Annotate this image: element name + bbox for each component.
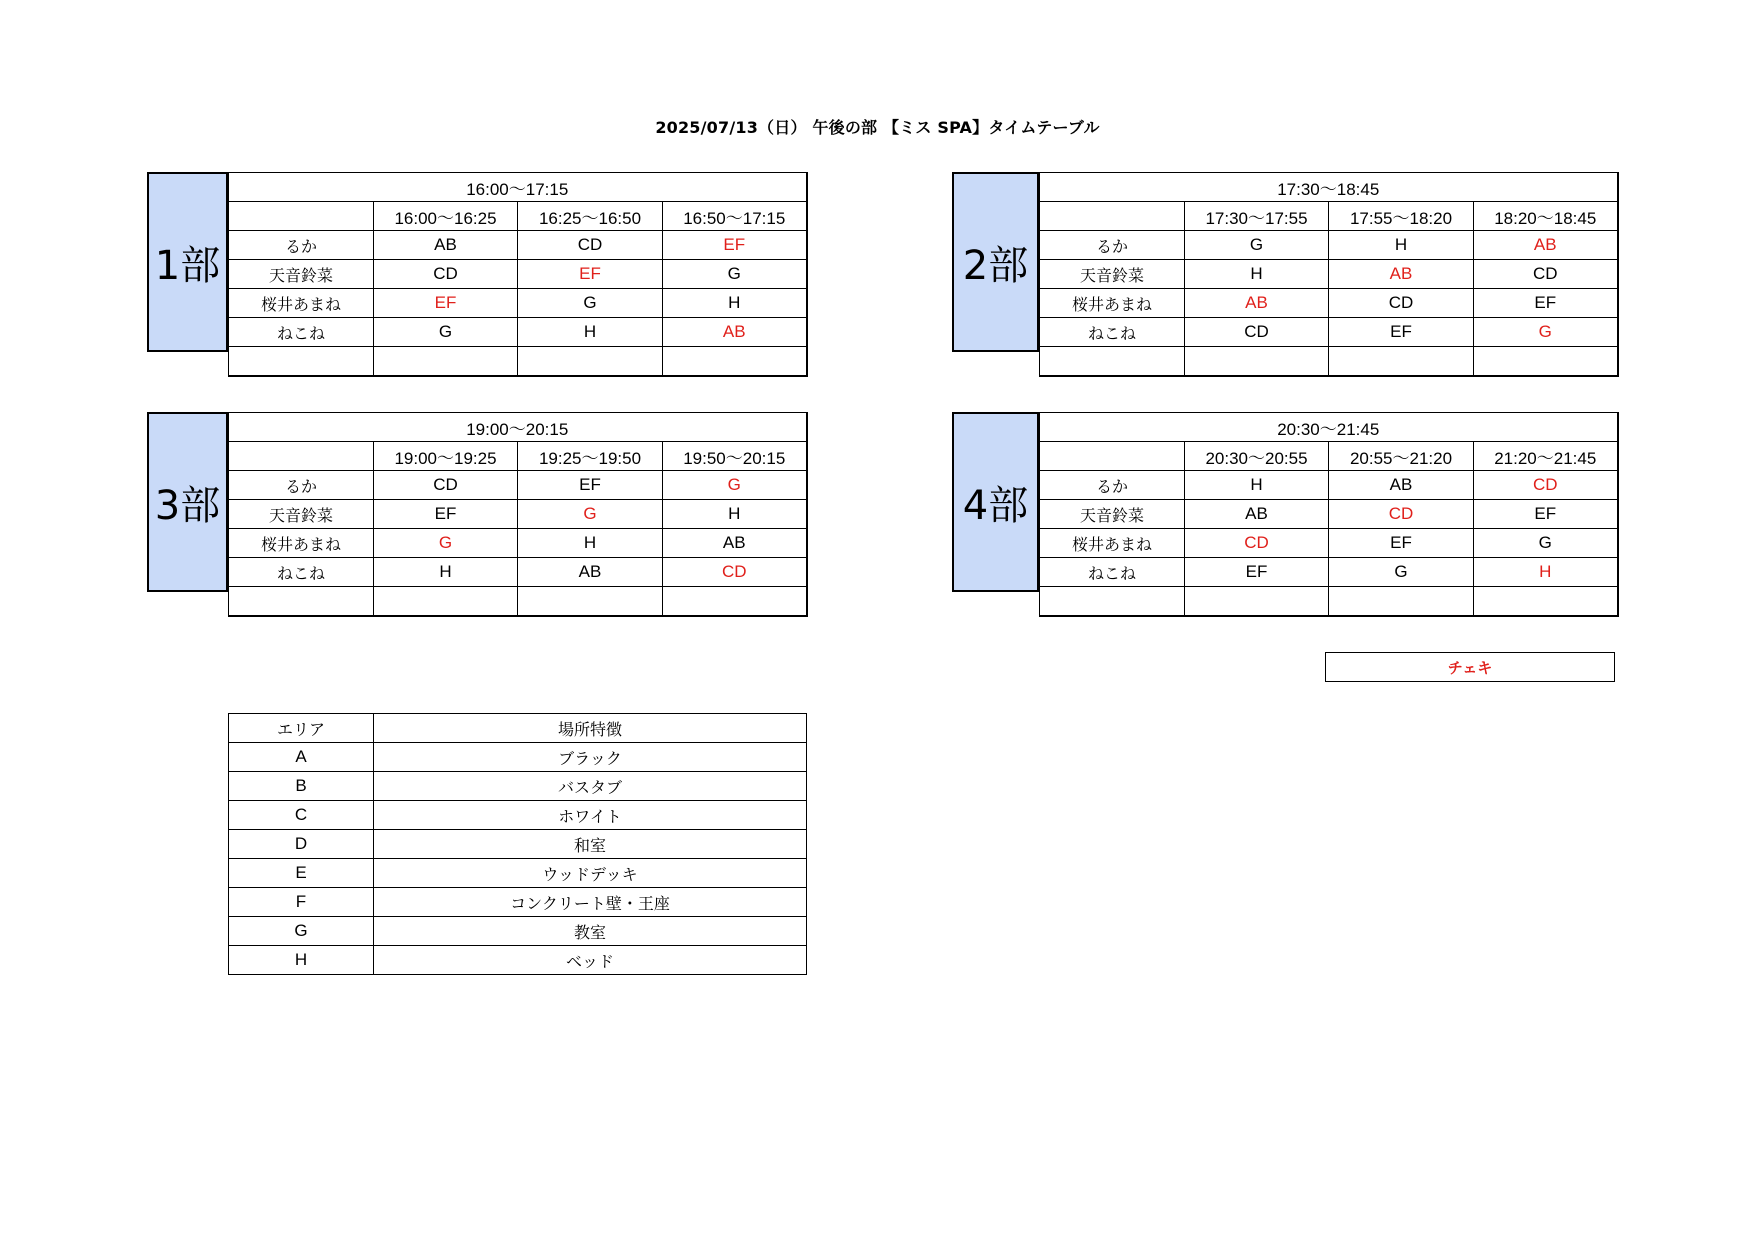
- legend-area-code: G: [229, 917, 374, 946]
- area-assignment: EF: [1329, 318, 1474, 347]
- time-range-row: [229, 413, 807, 442]
- empty-corner-cell: [1040, 202, 1185, 231]
- area-assignment: CD: [374, 471, 518, 500]
- slot-time: 17:30〜17:55: [1185, 202, 1329, 231]
- area-assignment: H: [1329, 231, 1474, 260]
- slot-header-row: [1040, 202, 1618, 231]
- slot-time: 16:50〜17:15: [663, 202, 807, 231]
- area-assignment: G: [374, 318, 518, 347]
- area-assignment: CD: [1474, 471, 1618, 500]
- area-assignment: CD: [1474, 260, 1618, 289]
- performer-name: ねこね: [229, 558, 374, 587]
- legend-area-feature: ホワイト: [374, 801, 807, 830]
- schedule-table: [228, 412, 808, 617]
- area-assignment: EF: [518, 260, 663, 289]
- legend-row: [229, 830, 807, 859]
- area-assignment: G: [518, 500, 663, 529]
- performer-name: ねこね: [229, 318, 374, 347]
- area-assignment: EF: [663, 231, 807, 260]
- performer-name: 天音鈴菜: [229, 260, 374, 289]
- legend-area-feature: ブラック: [374, 743, 807, 772]
- performer-name: るか: [229, 471, 374, 500]
- area-assignment: CD: [374, 260, 518, 289]
- slot-header-row: [229, 202, 807, 231]
- performer-name: ねこね: [1040, 558, 1185, 587]
- area-assignment: AB: [1185, 500, 1329, 529]
- legend-header-area: エリア: [229, 714, 374, 743]
- performer-name: 天音鈴菜: [229, 500, 374, 529]
- performer-name: 天音鈴菜: [1040, 500, 1185, 529]
- slot-time: 17:55〜18:20: [1329, 202, 1474, 231]
- legend-area-code: H: [229, 946, 374, 975]
- performer-row: [1040, 260, 1618, 289]
- section-label: 4部: [952, 412, 1039, 592]
- performer-name: 桜井あまね: [229, 529, 374, 558]
- performer-row: [229, 289, 807, 318]
- section-time-range: 16:00〜17:15: [229, 173, 807, 202]
- empty-row: [1040, 347, 1618, 377]
- legend-row: [229, 743, 807, 772]
- cheki-label: チェキ: [1325, 652, 1615, 682]
- area-assignment: AB: [374, 231, 518, 260]
- area-assignment: H: [374, 558, 518, 587]
- area-assignment: G: [1185, 231, 1329, 260]
- empty-row: [229, 347, 807, 377]
- area-assignment: AB: [518, 558, 663, 587]
- slot-time: 18:20〜18:45: [1474, 202, 1618, 231]
- slot-time: 20:55〜21:20: [1329, 442, 1474, 471]
- empty-cell: [229, 587, 374, 617]
- legend-row: [229, 917, 807, 946]
- legend-area-code: A: [229, 743, 374, 772]
- performer-row: [229, 318, 807, 347]
- performer-row: [1040, 471, 1618, 500]
- empty-cell: [1185, 347, 1329, 377]
- area-assignment: H: [1185, 471, 1329, 500]
- area-assignment: AB: [1474, 231, 1618, 260]
- performer-row: [229, 558, 807, 587]
- performer-row: [1040, 318, 1618, 347]
- legend-area-feature: バスタブ: [374, 772, 807, 801]
- area-assignment: H: [518, 529, 663, 558]
- performer-row: [1040, 289, 1618, 318]
- legend-area-code: E: [229, 859, 374, 888]
- performer-row: [1040, 558, 1618, 587]
- slot-time: 16:00〜16:25: [374, 202, 518, 231]
- area-assignment: H: [1474, 558, 1618, 587]
- slot-header-row: [1040, 442, 1618, 471]
- area-assignment: CD: [1329, 500, 1474, 529]
- empty-cell: [518, 587, 663, 617]
- legend-area-code: C: [229, 801, 374, 830]
- area-assignment: G: [1329, 558, 1474, 587]
- empty-row: [229, 587, 807, 617]
- area-assignment: G: [663, 260, 807, 289]
- area-assignment: EF: [1185, 558, 1329, 587]
- performer-row: [1040, 500, 1618, 529]
- section-block: [952, 172, 1617, 352]
- section-block: [952, 412, 1617, 592]
- performer-name: 天音鈴菜: [1040, 260, 1185, 289]
- section-time-range: 19:00〜20:15: [229, 413, 807, 442]
- legend-area-feature: ウッドデッキ: [374, 859, 807, 888]
- area-assignment: EF: [1474, 289, 1618, 318]
- empty-corner-cell: [1040, 442, 1185, 471]
- performer-row: [229, 500, 807, 529]
- legend-header-feature: 場所特徴: [374, 714, 807, 743]
- empty-cell: [663, 587, 807, 617]
- legend-area-feature: ベッド: [374, 946, 807, 975]
- empty-cell: [1329, 587, 1474, 617]
- area-assignment: EF: [374, 289, 518, 318]
- empty-cell: [374, 347, 518, 377]
- slot-time: 19:50〜20:15: [663, 442, 807, 471]
- area-assignment: CD: [1185, 318, 1329, 347]
- slot-time: 16:25〜16:50: [518, 202, 663, 231]
- empty-cell: [1474, 587, 1618, 617]
- area-assignment: G: [1474, 318, 1618, 347]
- section-label: 1部: [147, 172, 228, 352]
- area-assignment: H: [1185, 260, 1329, 289]
- performer-name: るか: [1040, 231, 1185, 260]
- area-assignment: AB: [1329, 471, 1474, 500]
- performer-name: ねこね: [1040, 318, 1185, 347]
- area-assignment: H: [663, 289, 807, 318]
- area-assignment: H: [663, 500, 807, 529]
- performer-name: るか: [229, 231, 374, 260]
- empty-cell: [1329, 347, 1474, 377]
- area-assignment: CD: [1329, 289, 1474, 318]
- legend-row: [229, 888, 807, 917]
- performer-row: [1040, 231, 1618, 260]
- empty-cell: [1474, 347, 1618, 377]
- empty-cell: [1185, 587, 1329, 617]
- area-assignment: CD: [518, 231, 663, 260]
- performer-name: 桜井あまね: [229, 289, 374, 318]
- empty-cell: [663, 347, 807, 377]
- empty-cell: [229, 347, 374, 377]
- performer-name: 桜井あまね: [1040, 289, 1185, 318]
- section-time-range: 20:30〜21:45: [1040, 413, 1618, 442]
- area-assignment: CD: [663, 558, 807, 587]
- performer-row: [229, 231, 807, 260]
- area-assignment: G: [663, 471, 807, 500]
- legend-area-feature: 和室: [374, 830, 807, 859]
- empty-corner-cell: [229, 442, 374, 471]
- area-assignment: AB: [663, 318, 807, 347]
- area-assignment: EF: [374, 500, 518, 529]
- legend-header-row: [229, 714, 807, 743]
- performer-row: [1040, 529, 1618, 558]
- time-range-row: [229, 173, 807, 202]
- legend-row: [229, 801, 807, 830]
- legend-row: [229, 859, 807, 888]
- slot-time: 19:00〜19:25: [374, 442, 518, 471]
- area-assignment: AB: [1329, 260, 1474, 289]
- slot-time: 20:30〜20:55: [1185, 442, 1329, 471]
- section-time-range: 17:30〜18:45: [1040, 173, 1618, 202]
- legend-area-code: B: [229, 772, 374, 801]
- area-assignment: AB: [663, 529, 807, 558]
- area-assignment: EF: [1474, 500, 1618, 529]
- area-assignment: EF: [1329, 529, 1474, 558]
- performer-name: 桜井あまね: [1040, 529, 1185, 558]
- performer-row: [229, 471, 807, 500]
- area-assignment: EF: [518, 471, 663, 500]
- legend-row: [229, 772, 807, 801]
- area-legend-table: [228, 713, 807, 975]
- legend-area-code: D: [229, 830, 374, 859]
- page-title: 2025/07/13（日） 午後の部 【ミス SPA】タイムテーブル: [655, 118, 1100, 137]
- section-label: 3部: [147, 412, 228, 592]
- time-range-row: [1040, 413, 1618, 442]
- empty-row: [1040, 587, 1618, 617]
- section-label: 2部: [952, 172, 1039, 352]
- schedule-table: [1039, 172, 1619, 377]
- legend-area-feature: 教室: [374, 917, 807, 946]
- time-range-row: [1040, 173, 1618, 202]
- area-assignment: CD: [1185, 529, 1329, 558]
- slot-time: 21:20〜21:45: [1474, 442, 1618, 471]
- performer-row: [229, 529, 807, 558]
- section-block: [147, 172, 806, 352]
- area-assignment: G: [374, 529, 518, 558]
- empty-cell: [1040, 587, 1185, 617]
- section-block: [147, 412, 806, 592]
- empty-cell: [518, 347, 663, 377]
- slot-time: 19:25〜19:50: [518, 442, 663, 471]
- legend-row: [229, 946, 807, 975]
- performer-row: [229, 260, 807, 289]
- area-assignment: G: [518, 289, 663, 318]
- slot-header-row: [229, 442, 807, 471]
- area-assignment: H: [518, 318, 663, 347]
- area-assignment: AB: [1185, 289, 1329, 318]
- legend-area-feature: コンクリート壁・王座: [374, 888, 807, 917]
- schedule-table: [228, 172, 808, 377]
- empty-cell: [374, 587, 518, 617]
- performer-name: るか: [1040, 471, 1185, 500]
- schedule-table: [1039, 412, 1619, 617]
- empty-corner-cell: [229, 202, 374, 231]
- legend-area-code: F: [229, 888, 374, 917]
- area-assignment: G: [1474, 529, 1618, 558]
- empty-cell: [1040, 347, 1185, 377]
